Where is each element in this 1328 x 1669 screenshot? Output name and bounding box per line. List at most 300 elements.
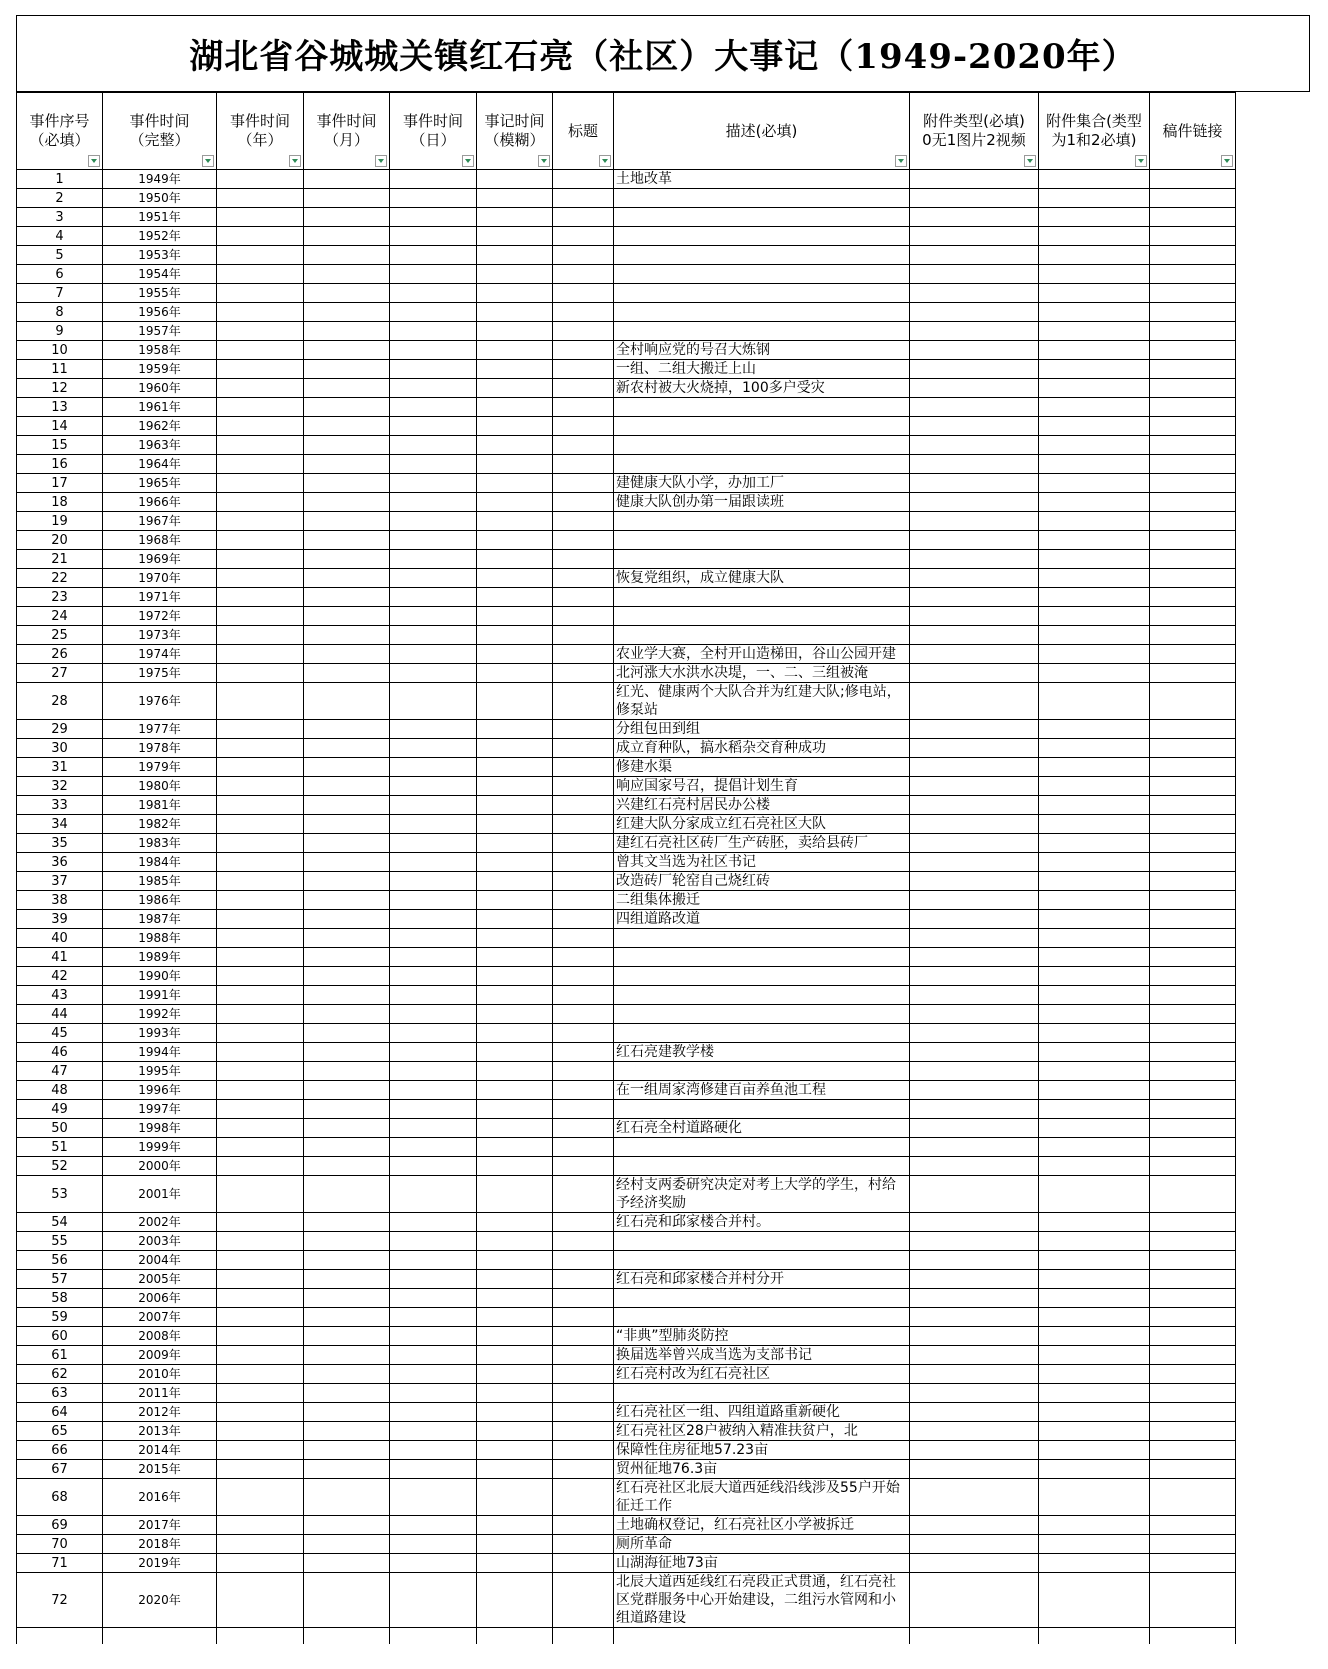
- cell-year-only[interactable]: [217, 967, 304, 986]
- cell-attachment-type[interactable]: [910, 322, 1039, 341]
- cell-title[interactable]: [553, 1289, 614, 1308]
- cell-year[interactable]: 2010年: [103, 1365, 217, 1384]
- cell-attachments[interactable]: [1039, 436, 1150, 455]
- cell-attachments[interactable]: [1039, 1289, 1150, 1308]
- cell-link[interactable]: [1150, 1270, 1236, 1289]
- cell-attachments[interactable]: [1039, 929, 1150, 948]
- cell-day[interactable]: [390, 170, 477, 189]
- cell-year[interactable]: 1965年: [103, 474, 217, 493]
- cell-seq[interactable]: 68: [17, 1479, 103, 1516]
- cell-title[interactable]: [553, 1479, 614, 1516]
- cell-month[interactable]: [304, 1516, 390, 1535]
- cell-month[interactable]: [304, 1573, 390, 1628]
- cell-description[interactable]: [614, 246, 910, 265]
- cell-description[interactable]: 响应国家号召，提倡计划生育: [614, 777, 910, 796]
- cell-seq[interactable]: 11: [17, 360, 103, 379]
- cell-link[interactable]: [1150, 796, 1236, 815]
- cell-day[interactable]: [390, 474, 477, 493]
- cell-month[interactable]: [304, 436, 390, 455]
- cell-seq[interactable]: 35: [17, 834, 103, 853]
- empty-cell[interactable]: [477, 1628, 553, 1645]
- cell-attachment-type[interactable]: [910, 360, 1039, 379]
- cell-attachment-type[interactable]: [910, 1024, 1039, 1043]
- cell-attachments[interactable]: [1039, 720, 1150, 739]
- cell-day[interactable]: [390, 1535, 477, 1554]
- cell-link[interactable]: [1150, 1308, 1236, 1327]
- cell-title[interactable]: [553, 1176, 614, 1213]
- cell-title[interactable]: [553, 1024, 614, 1043]
- cell-title[interactable]: [553, 948, 614, 967]
- cell-attachments[interactable]: [1039, 550, 1150, 569]
- cell-attachment-type[interactable]: [910, 645, 1039, 664]
- cell-year-only[interactable]: [217, 948, 304, 967]
- cell-description[interactable]: 兴建红石亮村居民办公楼: [614, 796, 910, 815]
- cell-attachment-type[interactable]: [910, 1460, 1039, 1479]
- cell-description[interactable]: [614, 208, 910, 227]
- cell-seq[interactable]: 22: [17, 569, 103, 588]
- cell-title[interactable]: [553, 588, 614, 607]
- cell-month[interactable]: [304, 986, 390, 1005]
- cell-title[interactable]: [553, 1043, 614, 1062]
- cell-year-only[interactable]: [217, 1043, 304, 1062]
- cell-attachment-type[interactable]: [910, 246, 1039, 265]
- empty-cell[interactable]: [1150, 1628, 1236, 1645]
- cell-link[interactable]: [1150, 1327, 1236, 1346]
- cell-year-only[interactable]: [217, 1516, 304, 1535]
- cell-description[interactable]: [614, 265, 910, 284]
- cell-link[interactable]: [1150, 1479, 1236, 1516]
- cell-attachment-type[interactable]: [910, 1346, 1039, 1365]
- cell-year[interactable]: 1974年: [103, 645, 217, 664]
- cell-day[interactable]: [390, 303, 477, 322]
- cell-title[interactable]: [553, 1535, 614, 1554]
- cell-year[interactable]: 1960年: [103, 379, 217, 398]
- cell-attachments[interactable]: [1039, 1043, 1150, 1062]
- cell-year-only[interactable]: [217, 1479, 304, 1516]
- cell-attachments[interactable]: [1039, 777, 1150, 796]
- cell-year[interactable]: 2008年: [103, 1327, 217, 1346]
- cell-year-only[interactable]: [217, 455, 304, 474]
- cell-year-only[interactable]: [217, 1176, 304, 1213]
- cell-seq[interactable]: 58: [17, 1289, 103, 1308]
- empty-cell[interactable]: [217, 1628, 304, 1645]
- cell-month[interactable]: [304, 170, 390, 189]
- cell-month[interactable]: [304, 1062, 390, 1081]
- cell-year-only[interactable]: [217, 550, 304, 569]
- cell-attachment-type[interactable]: [910, 550, 1039, 569]
- cell-attachments[interactable]: [1039, 208, 1150, 227]
- cell-year[interactable]: 2009年: [103, 1346, 217, 1365]
- cell-year-only[interactable]: [217, 1327, 304, 1346]
- cell-fuzzy-time[interactable]: [477, 664, 553, 683]
- cell-day[interactable]: [390, 1308, 477, 1327]
- cell-description[interactable]: [614, 284, 910, 303]
- cell-link[interactable]: [1150, 645, 1236, 664]
- cell-attachment-type[interactable]: [910, 1535, 1039, 1554]
- cell-description[interactable]: 四组道路改道: [614, 910, 910, 929]
- cell-attachment-type[interactable]: [910, 303, 1039, 322]
- cell-year-only[interactable]: [217, 872, 304, 891]
- cell-link[interactable]: [1150, 417, 1236, 436]
- cell-attachments[interactable]: [1039, 1403, 1150, 1422]
- column-header[interactable]: [103, 93, 217, 170]
- cell-year[interactable]: 1977年: [103, 720, 217, 739]
- cell-seq[interactable]: 15: [17, 436, 103, 455]
- cell-description[interactable]: [614, 1005, 910, 1024]
- cell-title[interactable]: [553, 664, 614, 683]
- cell-title[interactable]: [553, 1441, 614, 1460]
- cell-fuzzy-time[interactable]: [477, 322, 553, 341]
- cell-month[interactable]: [304, 1043, 390, 1062]
- cell-day[interactable]: [390, 1138, 477, 1157]
- cell-month[interactable]: [304, 1251, 390, 1270]
- cell-description[interactable]: [614, 436, 910, 455]
- cell-link[interactable]: [1150, 815, 1236, 834]
- cell-title[interactable]: [553, 872, 614, 891]
- cell-seq[interactable]: 44: [17, 1005, 103, 1024]
- cell-link[interactable]: [1150, 1554, 1236, 1573]
- cell-attachments[interactable]: [1039, 1005, 1150, 1024]
- cell-attachment-type[interactable]: [910, 986, 1039, 1005]
- cell-month[interactable]: [304, 1270, 390, 1289]
- cell-title[interactable]: [553, 967, 614, 986]
- cell-year[interactable]: 2013年: [103, 1422, 217, 1441]
- cell-fuzzy-time[interactable]: [477, 341, 553, 360]
- cell-fuzzy-time[interactable]: [477, 1308, 553, 1327]
- cell-attachment-type[interactable]: [910, 1270, 1039, 1289]
- cell-description[interactable]: 红石亮和邱家楼合并村。: [614, 1213, 910, 1232]
- cell-year[interactable]: 2016年: [103, 1479, 217, 1516]
- cell-attachments[interactable]: [1039, 986, 1150, 1005]
- cell-link[interactable]: [1150, 1100, 1236, 1119]
- cell-attachment-type[interactable]: [910, 588, 1039, 607]
- cell-day[interactable]: [390, 948, 477, 967]
- cell-year-only[interactable]: [217, 398, 304, 417]
- cell-attachment-type[interactable]: [910, 948, 1039, 967]
- cell-year[interactable]: 2003年: [103, 1232, 217, 1251]
- cell-description[interactable]: [614, 986, 910, 1005]
- cell-seq[interactable]: 9: [17, 322, 103, 341]
- cell-link[interactable]: [1150, 720, 1236, 739]
- cell-link[interactable]: [1150, 834, 1236, 853]
- cell-title[interactable]: [553, 1573, 614, 1628]
- cell-fuzzy-time[interactable]: [477, 1024, 553, 1043]
- cell-description[interactable]: 红石亮和邱家楼合并村分开: [614, 1270, 910, 1289]
- cell-seq[interactable]: 7: [17, 284, 103, 303]
- cell-day[interactable]: [390, 322, 477, 341]
- cell-day[interactable]: [390, 1270, 477, 1289]
- column-header[interactable]: [910, 93, 1039, 170]
- cell-year-only[interactable]: [217, 360, 304, 379]
- cell-attachments[interactable]: [1039, 891, 1150, 910]
- cell-attachment-type[interactable]: [910, 1365, 1039, 1384]
- cell-description[interactable]: 山湖海征地73亩: [614, 1554, 910, 1573]
- cell-attachment-type[interactable]: [910, 1479, 1039, 1516]
- cell-month[interactable]: [304, 1157, 390, 1176]
- cell-title[interactable]: [553, 1251, 614, 1270]
- cell-title[interactable]: [553, 929, 614, 948]
- cell-seq[interactable]: 51: [17, 1138, 103, 1157]
- cell-link[interactable]: [1150, 189, 1236, 208]
- cell-month[interactable]: [304, 664, 390, 683]
- cell-description[interactable]: 红光、健康两个大队合并为红建大队;修电站，修泵站: [614, 683, 910, 720]
- cell-month[interactable]: [304, 1024, 390, 1043]
- cell-title[interactable]: [553, 227, 614, 246]
- cell-attachment-type[interactable]: [910, 170, 1039, 189]
- cell-month[interactable]: [304, 474, 390, 493]
- cell-day[interactable]: [390, 1441, 477, 1460]
- cell-attachment-type[interactable]: [910, 1441, 1039, 1460]
- cell-seq[interactable]: 50: [17, 1119, 103, 1138]
- cell-year-only[interactable]: [217, 1346, 304, 1365]
- sheet-title-cell[interactable]: [16, 15, 1310, 92]
- cell-title[interactable]: [553, 739, 614, 758]
- cell-month[interactable]: [304, 417, 390, 436]
- cell-seq[interactable]: 23: [17, 588, 103, 607]
- cell-year-only[interactable]: [217, 227, 304, 246]
- cell-month[interactable]: [304, 1232, 390, 1251]
- cell-seq[interactable]: 59: [17, 1308, 103, 1327]
- cell-title[interactable]: [553, 720, 614, 739]
- cell-day[interactable]: [390, 645, 477, 664]
- cell-day[interactable]: [390, 891, 477, 910]
- cell-description[interactable]: 红石亮社区一组、四组道路重新硬化: [614, 1403, 910, 1422]
- cell-year[interactable]: 2015年: [103, 1460, 217, 1479]
- cell-attachments[interactable]: [1039, 1100, 1150, 1119]
- cell-attachments[interactable]: [1039, 815, 1150, 834]
- cell-fuzzy-time[interactable]: [477, 1176, 553, 1213]
- cell-link[interactable]: [1150, 1157, 1236, 1176]
- cell-year[interactable]: 1952年: [103, 227, 217, 246]
- cell-year[interactable]: 1957年: [103, 322, 217, 341]
- cell-year-only[interactable]: [217, 1403, 304, 1422]
- cell-attachments[interactable]: [1039, 265, 1150, 284]
- cell-seq[interactable]: 14: [17, 417, 103, 436]
- cell-month[interactable]: [304, 739, 390, 758]
- cell-month[interactable]: [304, 379, 390, 398]
- cell-year-only[interactable]: [217, 777, 304, 796]
- cell-day[interactable]: [390, 1024, 477, 1043]
- empty-cell[interactable]: [1039, 1628, 1150, 1645]
- cell-title[interactable]: [553, 777, 614, 796]
- cell-day[interactable]: [390, 1213, 477, 1232]
- cell-description[interactable]: 土地改革: [614, 170, 910, 189]
- cell-attachment-type[interactable]: [910, 739, 1039, 758]
- cell-seq[interactable]: 20: [17, 531, 103, 550]
- cell-link[interactable]: [1150, 265, 1236, 284]
- cell-description[interactable]: [614, 1138, 910, 1157]
- cell-year[interactable]: 2017年: [103, 1516, 217, 1535]
- cell-attachments[interactable]: [1039, 1535, 1150, 1554]
- cell-month[interactable]: [304, 455, 390, 474]
- cell-link[interactable]: [1150, 1422, 1236, 1441]
- cell-fuzzy-time[interactable]: [477, 1100, 553, 1119]
- cell-year[interactable]: 1955年: [103, 284, 217, 303]
- cell-year[interactable]: 1962年: [103, 417, 217, 436]
- cell-title[interactable]: [553, 455, 614, 474]
- cell-month[interactable]: [304, 1535, 390, 1554]
- cell-day[interactable]: [390, 1422, 477, 1441]
- cell-attachment-type[interactable]: [910, 853, 1039, 872]
- cell-fuzzy-time[interactable]: [477, 910, 553, 929]
- cell-title[interactable]: [553, 569, 614, 588]
- cell-link[interactable]: [1150, 891, 1236, 910]
- cell-year[interactable]: 2011年: [103, 1384, 217, 1403]
- cell-seq[interactable]: 42: [17, 967, 103, 986]
- cell-fuzzy-time[interactable]: [477, 777, 553, 796]
- cell-fuzzy-time[interactable]: [477, 1213, 553, 1232]
- cell-description[interactable]: 红建大队分家成立红石亮社区大队: [614, 815, 910, 834]
- cell-fuzzy-time[interactable]: [477, 1365, 553, 1384]
- cell-year[interactable]: 2004年: [103, 1251, 217, 1270]
- cell-link[interactable]: [1150, 398, 1236, 417]
- cell-year[interactable]: 1950年: [103, 189, 217, 208]
- cell-month[interactable]: [304, 891, 390, 910]
- cell-day[interactable]: [390, 1327, 477, 1346]
- cell-description[interactable]: “非典”型肺炎防控: [614, 1327, 910, 1346]
- cell-title[interactable]: [553, 417, 614, 436]
- cell-title[interactable]: [553, 1516, 614, 1535]
- cell-link[interactable]: [1150, 341, 1236, 360]
- cell-description[interactable]: 全村响应党的号召大炼钢: [614, 341, 910, 360]
- cell-seq[interactable]: 27: [17, 664, 103, 683]
- cell-attachment-type[interactable]: [910, 777, 1039, 796]
- cell-year[interactable]: 2006年: [103, 1289, 217, 1308]
- cell-month[interactable]: [304, 796, 390, 815]
- cell-seq[interactable]: 6: [17, 265, 103, 284]
- cell-month[interactable]: [304, 189, 390, 208]
- cell-attachments[interactable]: [1039, 569, 1150, 588]
- cell-attachment-type[interactable]: [910, 1554, 1039, 1573]
- cell-day[interactable]: [390, 1346, 477, 1365]
- cell-description[interactable]: 北河涨大水洪水决堤，一、二、三组被淹: [614, 664, 910, 683]
- cell-year[interactable]: 1983年: [103, 834, 217, 853]
- cell-year[interactable]: 1956年: [103, 303, 217, 322]
- cell-seq[interactable]: 21: [17, 550, 103, 569]
- cell-seq[interactable]: 72: [17, 1573, 103, 1628]
- cell-fuzzy-time[interactable]: [477, 531, 553, 550]
- cell-description[interactable]: [614, 531, 910, 550]
- cell-link[interactable]: [1150, 1403, 1236, 1422]
- cell-attachment-type[interactable]: [910, 189, 1039, 208]
- cell-fuzzy-time[interactable]: [477, 1119, 553, 1138]
- cell-description[interactable]: 农业学大赛，全村开山造梯田，谷山公园开建: [614, 645, 910, 664]
- cell-attachments[interactable]: [1039, 739, 1150, 758]
- cell-attachments[interactable]: [1039, 664, 1150, 683]
- cell-description[interactable]: [614, 1062, 910, 1081]
- cell-year[interactable]: 1997年: [103, 1100, 217, 1119]
- cell-title[interactable]: [553, 1346, 614, 1365]
- cell-day[interactable]: [390, 1081, 477, 1100]
- cell-month[interactable]: [304, 1479, 390, 1516]
- cell-year[interactable]: 1970年: [103, 569, 217, 588]
- cell-link[interactable]: [1150, 569, 1236, 588]
- cell-attachment-type[interactable]: [910, 1327, 1039, 1346]
- cell-link[interactable]: [1150, 1176, 1236, 1213]
- cell-year[interactable]: 1995年: [103, 1062, 217, 1081]
- cell-month[interactable]: [304, 303, 390, 322]
- cell-fuzzy-time[interactable]: [477, 170, 553, 189]
- cell-day[interactable]: [390, 360, 477, 379]
- cell-seq[interactable]: 63: [17, 1384, 103, 1403]
- cell-fuzzy-time[interactable]: [477, 208, 553, 227]
- cell-attachments[interactable]: [1039, 1081, 1150, 1100]
- cell-day[interactable]: [390, 626, 477, 645]
- cell-fuzzy-time[interactable]: [477, 1327, 553, 1346]
- cell-title[interactable]: [553, 341, 614, 360]
- column-header[interactable]: [390, 93, 477, 170]
- cell-attachment-type[interactable]: [910, 1516, 1039, 1535]
- cell-title[interactable]: [553, 493, 614, 512]
- cell-day[interactable]: [390, 1176, 477, 1213]
- cell-description[interactable]: 贸州征地76.3亩: [614, 1460, 910, 1479]
- cell-fuzzy-time[interactable]: [477, 739, 553, 758]
- cell-fuzzy-time[interactable]: [477, 1062, 553, 1081]
- cell-attachments[interactable]: [1039, 531, 1150, 550]
- cell-link[interactable]: [1150, 1232, 1236, 1251]
- cell-title[interactable]: [553, 246, 614, 265]
- cell-attachments[interactable]: [1039, 758, 1150, 777]
- cell-month[interactable]: [304, 1384, 390, 1403]
- cell-seq[interactable]: 34: [17, 815, 103, 834]
- cell-year-only[interactable]: [217, 1100, 304, 1119]
- cell-fuzzy-time[interactable]: [477, 1403, 553, 1422]
- cell-seq[interactable]: 45: [17, 1024, 103, 1043]
- cell-seq[interactable]: 60: [17, 1327, 103, 1346]
- cell-attachment-type[interactable]: [910, 284, 1039, 303]
- cell-attachment-type[interactable]: [910, 1062, 1039, 1081]
- cell-attachments[interactable]: [1039, 417, 1150, 436]
- cell-attachment-type[interactable]: [910, 1119, 1039, 1138]
- cell-year[interactable]: 1989年: [103, 948, 217, 967]
- cell-attachment-type[interactable]: [910, 607, 1039, 626]
- cell-year[interactable]: 1964年: [103, 455, 217, 474]
- cell-day[interactable]: [390, 683, 477, 720]
- cell-fuzzy-time[interactable]: [477, 284, 553, 303]
- cell-title[interactable]: [553, 1270, 614, 1289]
- cell-description[interactable]: 红石亮社区28户被纳入精准扶贫户，北: [614, 1422, 910, 1441]
- cell-month[interactable]: [304, 208, 390, 227]
- cell-fuzzy-time[interactable]: [477, 607, 553, 626]
- cell-day[interactable]: [390, 1384, 477, 1403]
- cell-title[interactable]: [553, 322, 614, 341]
- cell-link[interactable]: [1150, 170, 1236, 189]
- cell-year[interactable]: 2002年: [103, 1213, 217, 1232]
- cell-link[interactable]: [1150, 1365, 1236, 1384]
- cell-attachments[interactable]: [1039, 170, 1150, 189]
- cell-year[interactable]: 2007年: [103, 1308, 217, 1327]
- cell-link[interactable]: [1150, 303, 1236, 322]
- cell-year-only[interactable]: [217, 1535, 304, 1554]
- cell-seq[interactable]: 56: [17, 1251, 103, 1270]
- cell-fuzzy-time[interactable]: [477, 398, 553, 417]
- cell-fuzzy-time[interactable]: [477, 1081, 553, 1100]
- cell-attachments[interactable]: [1039, 284, 1150, 303]
- cell-month[interactable]: [304, 1403, 390, 1422]
- cell-attachment-type[interactable]: [910, 398, 1039, 417]
- cell-attachments[interactable]: [1039, 607, 1150, 626]
- cell-year-only[interactable]: [217, 1232, 304, 1251]
- cell-month[interactable]: [304, 512, 390, 531]
- cell-day[interactable]: [390, 967, 477, 986]
- cell-fuzzy-time[interactable]: [477, 1535, 553, 1554]
- cell-description[interactable]: 修建水渠: [614, 758, 910, 777]
- cell-year-only[interactable]: [217, 588, 304, 607]
- cell-title[interactable]: [553, 910, 614, 929]
- cell-seq[interactable]: 26: [17, 645, 103, 664]
- cell-year[interactable]: 2012年: [103, 1403, 217, 1422]
- cell-attachment-type[interactable]: [910, 436, 1039, 455]
